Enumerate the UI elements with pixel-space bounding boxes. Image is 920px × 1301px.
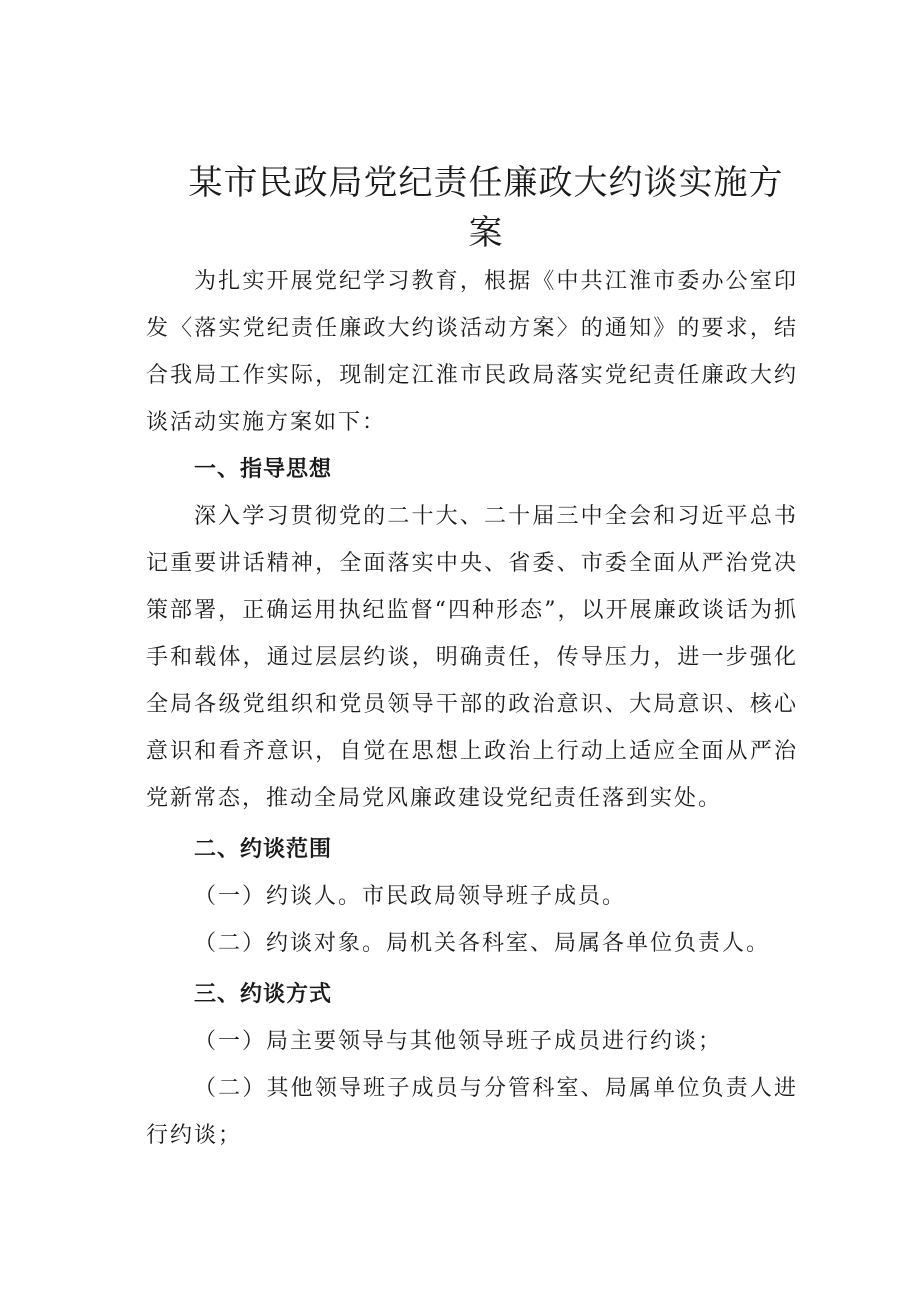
section-heading-scope: 二、约谈范围 bbox=[194, 837, 333, 862]
method-item-main-leader: （一）局主要领导与其他领导班子成员进行约谈； bbox=[194, 1029, 723, 1054]
section-heading-method: 三、约谈方式 bbox=[194, 982, 333, 1007]
guiding-thought-paragraph: 深入学习贯彻党的二十大、二十届三中全会和习近平总书记重要讲话精神，全面落实中央、省委、市委全面从严治党决策部署，正确运用执纪监督“四种形态”，以开展廉政谈话为抓手和载体，通过层层约谈，明确责任，传导压力，进一步强化全局各级党组织和党员领导干部的政治意识、大局意识、核心意识和看齐意识，自觉在思想上政治上行动上适应全面从严治党新常态，推动全局党风廉政建设党纪责任落到实处。 bbox=[146, 504, 798, 811]
scope-item-interviewee: （二）约谈对象。局机关各科室、局属各单位负责人。 bbox=[194, 931, 771, 956]
document-title: 某市民政局党纪责任廉政大约谈实施方案 bbox=[188, 163, 784, 253]
scope-item-interviewer: （一）约谈人。市民政局领导班子成员。 bbox=[194, 884, 627, 909]
intro-paragraph: 为扎实开展党纪学习教育，根据《中共江淮市委办公室印发〈落实党纪责任廉政大约谈活动方案〉的通知》的要求，结合我局工作实际，现制定江淮市民政局落实党纪责任廉政大约谈活动实施方案如下： bbox=[146, 269, 798, 435]
section-heading-guiding-thought: 一、指导思想 bbox=[194, 457, 333, 482]
method-item-other-leaders: （二）其他领导班子成员与分管科室、局属单位负责人进行约谈； bbox=[146, 1076, 798, 1148]
